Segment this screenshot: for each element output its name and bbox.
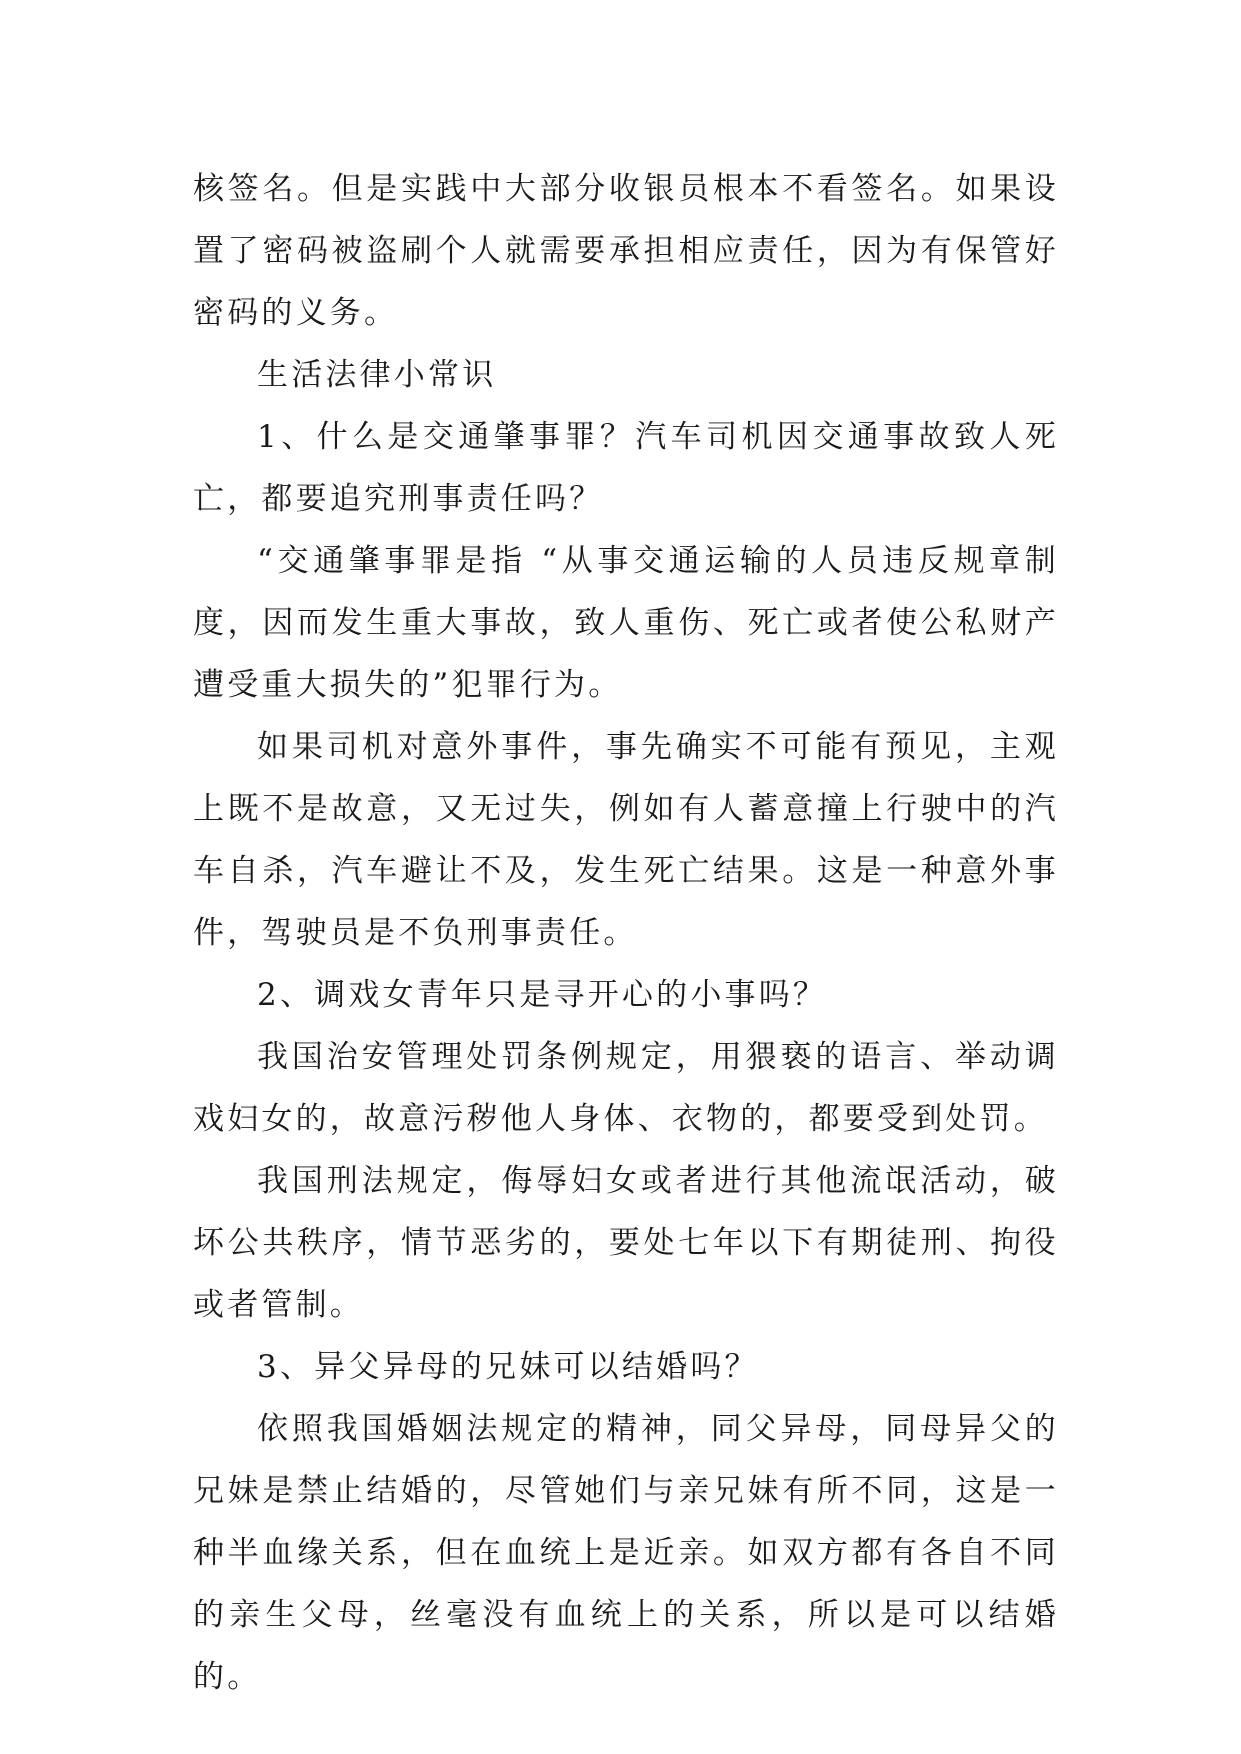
paragraph-signature-note: 核签名。但是实践中大部分收银员根本不看签名。如果设置了密码被盗刷个人就需要承担相应责任，因为有保管好密码的义务。 bbox=[193, 171, 1059, 331]
question-2: 2、调戏女青年只是寻开心的小事吗？ bbox=[257, 977, 828, 1013]
question-3: 3、异父异母的兄妹可以结婚吗？ bbox=[257, 1349, 759, 1385]
answer-1-definition: “交通肇事罪是指 “从事交通运输的人员违反规章制度，因而发生重大事故，致人重伤、死亡或者使公私财产遭受重大损失的”犯罪行为。 bbox=[193, 543, 1059, 703]
answer-1-exception: 如果司机对意外事件，事先确实不可能有预见，主观上既不是故意，又无过失，例如有人蓄意撞上行驶中的汽车自杀，汽车避让不及，发生死亡结果。这是一种意外事件，驾驶员是不负刑事责任。 bbox=[193, 729, 1059, 951]
question-1: 1、什么是交通肇事罪？汽车司机因交通事故致人死亡，都要追究刑事责任吗？ bbox=[193, 419, 1059, 517]
document-body bbox=[193, 158, 1059, 1708]
answer-3: 依照我国婚姻法规定的精神，同父异母，同母异父的兄妹是禁止结婚的，尽管她们与亲兄妹有所不同，这是一种半血缘关系，但在血统上是近亲。如双方都有各自不同的亲生父母，丝毫没有血统上的关系，所以是可以结婚的。 bbox=[193, 1411, 1059, 1695]
section-heading: 生活法律小常识 bbox=[257, 357, 497, 393]
answer-2-regulation: 我国治安管理处罚条例规定，用猥亵的语言、举动调戏妇女的，故意污秽他人身体、衣物的，都要受到处罚。 bbox=[193, 1039, 1059, 1137]
answer-2-criminal-law: 我国刑法规定，侮辱妇女或者进行其他流氓活动，破坏公共秩序，情节恶劣的，要处七年以下有期徒刑、拘役或者管制。 bbox=[193, 1163, 1059, 1323]
